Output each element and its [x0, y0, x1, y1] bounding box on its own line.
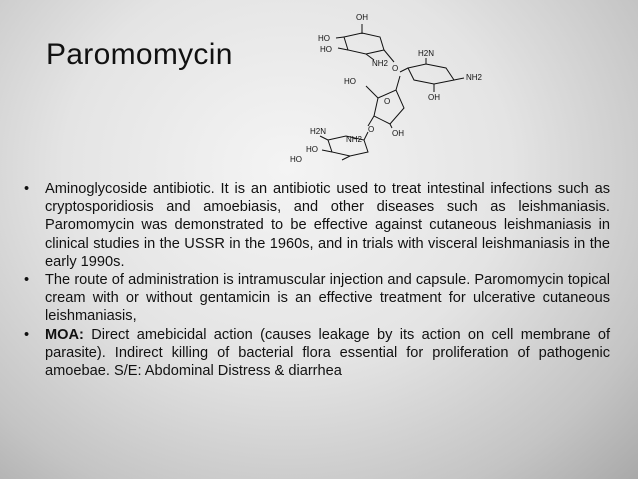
label-nh2-2: NH2 — [466, 73, 483, 82]
label-oh-3: OH — [392, 129, 404, 138]
label-o-1: O — [392, 64, 399, 73]
label-nh2-1: NH2 — [372, 59, 389, 68]
bullet-text: The route of administration is intramuscular injection and capsule. Paromomycin topical cream with or without gentamicin is an effective treatment for ulcerative cutaneous leishmaniasis, — [45, 272, 610, 325]
label-o-2: O — [368, 125, 375, 134]
slide-title: Paromomycin — [46, 38, 233, 71]
moa-text: Direct amebicidal action (causes leakage by its action on cell membrane of parasite). Indirect killing of bacterial flora essential for proliferation of pathogenic amoebae. S/E: Abdominal Distress & diarrhea — [45, 326, 610, 380]
list-item — [24, 326, 610, 381]
label-nh2-3: NH2 — [346, 135, 363, 144]
label-ho-2: HO — [320, 45, 332, 54]
label-o-ribose: O — [384, 97, 391, 106]
list-item — [24, 180, 610, 271]
label-ho-1: HO — [318, 34, 330, 43]
moa-label: MOA: — [45, 326, 84, 343]
label-h2n-2: H2N — [310, 127, 327, 136]
list-item — [24, 271, 610, 326]
label-ho-4: HO — [306, 145, 318, 154]
label-oh-top: OH — [356, 13, 368, 22]
bullet-marker: • — [24, 181, 30, 197]
label-ho-3: HO — [344, 77, 356, 86]
bullet-text: Aminoglycoside antibiotic. It is an antibiotic used to treat intestinal infections such as cryptosporidiosis and amoebiasis, and other diseases such as leishmaniasis. Paromomycin was demonstrated to be effective against cutaneous leishmaniasis in clinical studies in the USSR in the 1960s, and in trials with visceral leishmaniasis in the early 1990s. — [45, 181, 610, 270]
bullet-marker: • — [24, 272, 30, 289]
bullet-marker: • — [24, 326, 30, 343]
bullet-list — [24, 180, 610, 380]
bullet-text-moa — [45, 326, 610, 381]
label-ho-5: HO — [290, 155, 302, 164]
paromomycin-structure-diagram — [270, 0, 638, 180]
label-h2n-1: H2N — [418, 49, 435, 58]
label-oh-2: OH — [428, 93, 440, 102]
